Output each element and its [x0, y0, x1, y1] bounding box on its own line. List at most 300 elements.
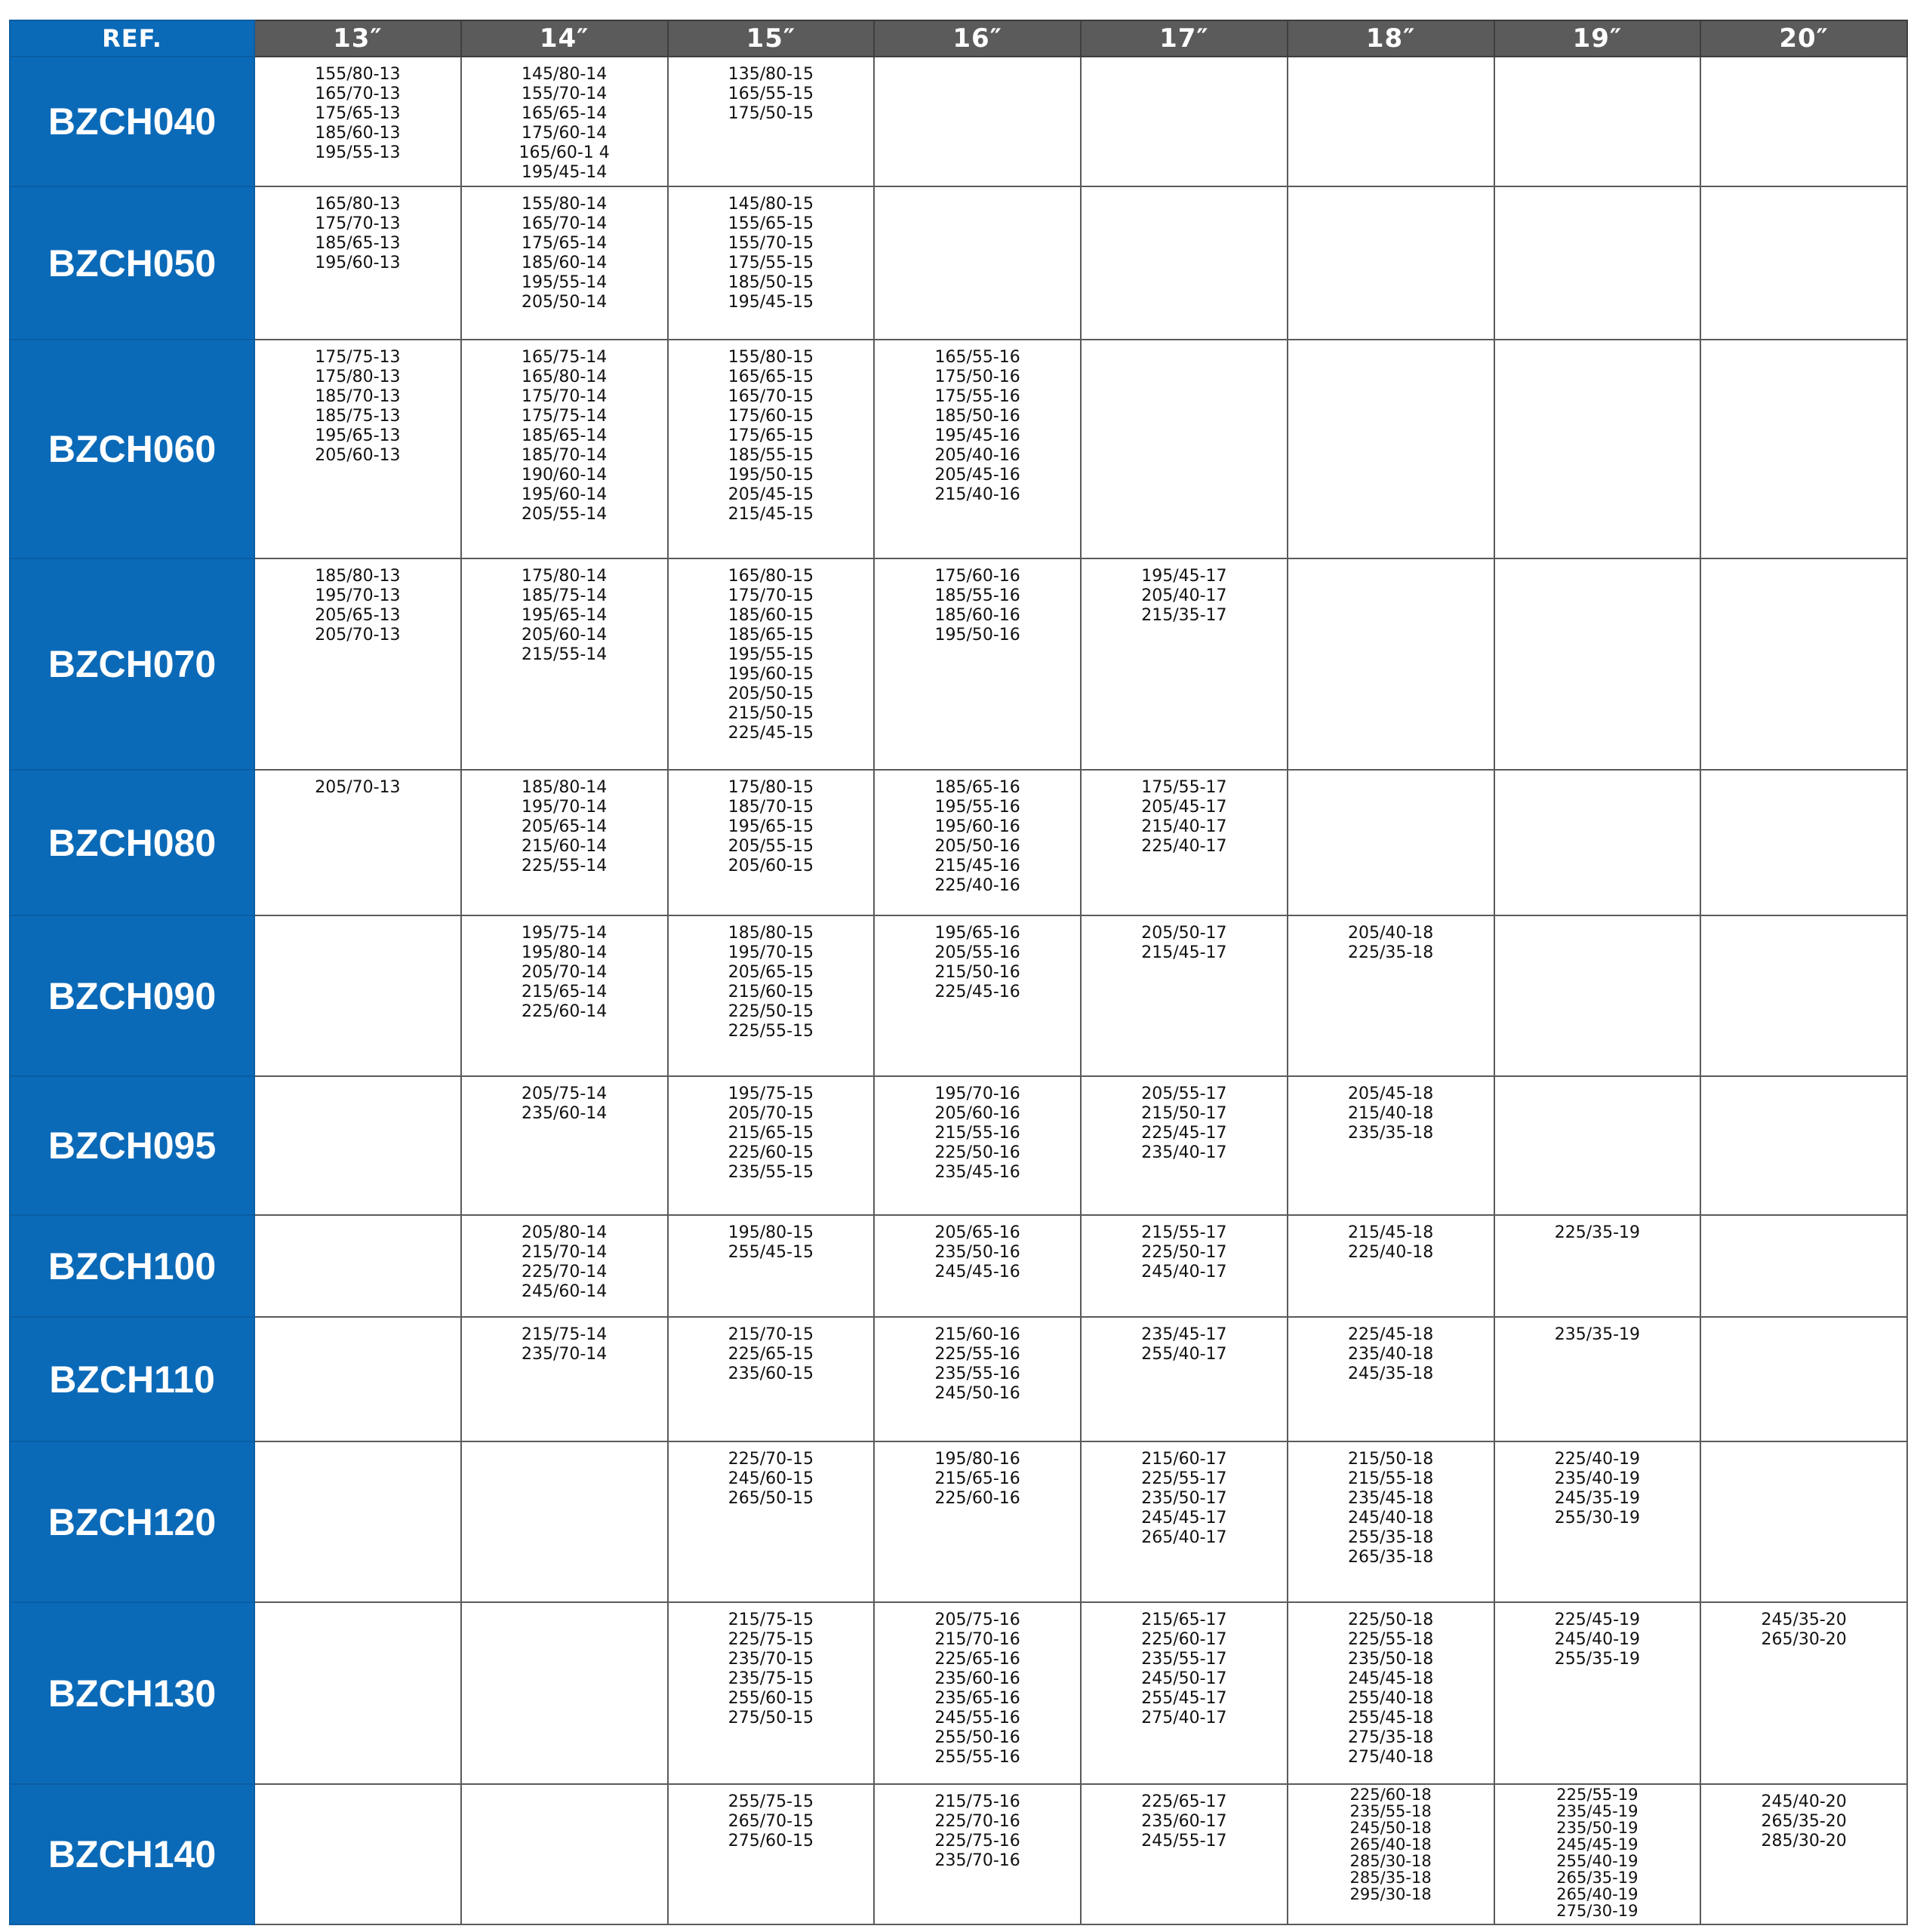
tire-size: 185/60-16: [934, 606, 1020, 625]
tire-size: 255/40-18: [1347, 1689, 1434, 1708]
size-cell: [254, 1784, 461, 1924]
tire-size: 235/60-17: [1141, 1812, 1227, 1831]
tire-size: 235/55-16: [934, 1364, 1020, 1383]
tire-size: 215/50-17: [1141, 1104, 1227, 1123]
tire-size-list: [1288, 1216, 1494, 1266]
size-cell: [668, 340, 875, 558]
tire-size: 235/70-14: [521, 1345, 608, 1364]
size-cell: [1081, 57, 1288, 186]
table-row: [10, 1441, 1907, 1602]
tire-size: 255/55-16: [934, 1748, 1020, 1767]
tire-size-list: [1495, 771, 1700, 781]
ref-code: BZCH140: [10, 1784, 254, 1924]
tire-size: 135/80-15: [728, 65, 814, 84]
tire-size: 195/45-14: [521, 163, 608, 182]
size-cell: [1494, 558, 1701, 770]
tire-size: 215/50-18: [1347, 1450, 1434, 1469]
tire-size: 205/80-14: [521, 1223, 608, 1242]
tire-size: 185/50-15: [728, 273, 814, 292]
size-cell: [1081, 558, 1288, 770]
tire-size: 195/65-16: [934, 924, 1020, 943]
tire-size: 215/75-16: [934, 1792, 1020, 1811]
tire-size: 195/45-15: [728, 293, 814, 312]
tire-size: 205/50-17: [1141, 924, 1227, 943]
tire-size: 185/70-15: [728, 798, 814, 817]
tire-size-list: [875, 1077, 1080, 1186]
size-cell: [1700, 915, 1907, 1076]
tire-size: 215/60-15: [728, 983, 814, 1001]
tire-size-list: [1495, 187, 1700, 198]
tire-size-list: [669, 1216, 874, 1266]
tire-size: 245/40-19: [1554, 1630, 1641, 1649]
ref-code: BZCH050: [10, 186, 254, 340]
tire-size-list: [669, 1442, 874, 1512]
tire-size: 225/60-15: [728, 1143, 814, 1162]
tire-size: 205/50-14: [521, 293, 608, 312]
tire-size: 235/55-18: [1349, 1802, 1432, 1820]
tire-size: 245/50-16: [934, 1384, 1020, 1403]
tire-size: 225/50-16: [934, 1143, 1020, 1162]
tire-size: 195/60-15: [728, 665, 814, 684]
tire-size: 265/40-19: [1556, 1885, 1639, 1903]
tire-size: 185/65-14: [521, 426, 608, 445]
tire-size: 205/65-16: [934, 1223, 1020, 1242]
tire-size-list: [1082, 57, 1287, 68]
tire-size: 175/70-14: [521, 387, 608, 406]
tire-size: 255/40-17: [1141, 1345, 1227, 1364]
ref-code: BZCH130: [10, 1602, 254, 1784]
tire-size: 255/45-15: [728, 1243, 814, 1262]
tire-size-list: [1701, 1318, 1906, 1328]
rim-size-header-18: 18″: [1288, 20, 1494, 57]
tire-size: 185/55-15: [728, 446, 814, 465]
tire-size: 185/65-13: [315, 234, 401, 253]
tire-size: 215/70-16: [934, 1630, 1020, 1649]
size-cell: [874, 915, 1081, 1076]
tire-size-list: [1495, 1603, 1700, 1672]
tire-size: 255/75-15: [728, 1792, 814, 1811]
size-cell: [254, 340, 461, 558]
tire-size: 215/35-17: [1141, 606, 1227, 625]
tire-size: 175/65-15: [728, 426, 814, 445]
tire-size: 235/45-17: [1141, 1325, 1227, 1344]
tire-size-list: [255, 916, 460, 927]
size-cell: [1081, 1076, 1288, 1215]
table-row: [10, 57, 1907, 186]
tire-size: 225/55-14: [521, 857, 608, 875]
ref-column-header: REF.: [10, 20, 254, 57]
tire-size-list: [875, 1603, 1080, 1770]
tire-size: 275/40-17: [1141, 1709, 1227, 1727]
tire-size: 165/55-15: [728, 85, 814, 103]
tire-size-list: [1082, 559, 1287, 629]
tire-size: 175/70-13: [315, 214, 401, 233]
size-cell: [1081, 1317, 1288, 1441]
size-cell: [461, 1441, 668, 1602]
tire-size: 195/55-16: [934, 798, 1020, 817]
size-cell: [461, 340, 668, 558]
tire-size: 215/75-15: [728, 1611, 814, 1629]
tire-size: 225/70-15: [728, 1450, 814, 1469]
rim-size-header-14: 14″: [461, 20, 668, 57]
tire-size: 225/55-18: [1347, 1630, 1434, 1649]
tire-size: 225/60-14: [521, 1002, 608, 1021]
tire-size: 155/80-13: [315, 65, 401, 84]
tire-size: 285/35-18: [1349, 1869, 1432, 1887]
tire-size-list: [1495, 559, 1700, 570]
tire-size: 235/35-19: [1554, 1325, 1641, 1344]
tire-size: 205/45-15: [728, 485, 814, 504]
size-cell: [461, 1784, 668, 1924]
tire-size-list: [1082, 771, 1287, 860]
tire-size: 205/40-18: [1347, 924, 1434, 943]
size-cell: [461, 1602, 668, 1784]
tire-size-list: [1288, 1442, 1494, 1571]
tire-size: 235/60-16: [934, 1669, 1020, 1688]
rim-size-header-20: 20″: [1700, 20, 1907, 57]
tire-size: 175/60-16: [934, 567, 1020, 586]
tire-size: 185/75-14: [521, 586, 608, 605]
tire-size: 245/60-14: [521, 1282, 608, 1301]
tire-size: 185/50-16: [934, 407, 1020, 426]
ref-code: BZCH080: [10, 770, 254, 915]
tire-size: 215/55-18: [1347, 1469, 1434, 1488]
tire-size: 235/50-18: [1347, 1650, 1434, 1669]
tire-size: 225/60-17: [1141, 1630, 1227, 1649]
tire-size: 215/75-14: [521, 1325, 608, 1344]
tire-size: 235/40-17: [1141, 1143, 1227, 1162]
tire-size-list: [1082, 916, 1287, 966]
ref-code: BZCH110: [10, 1317, 254, 1441]
size-cell: [874, 57, 1081, 186]
tire-size-list: [462, 771, 667, 879]
tire-size: 225/45-17: [1141, 1124, 1227, 1143]
tire-size: 265/40-18: [1349, 1835, 1432, 1854]
tire-size: 255/50-16: [934, 1728, 1020, 1747]
size-cell: [254, 915, 461, 1076]
tire-size: 215/50-16: [934, 963, 1020, 982]
tire-size-list: [1495, 1318, 1700, 1348]
tire-size: 225/50-18: [1347, 1611, 1434, 1629]
tire-size: 235/35-18: [1347, 1124, 1434, 1143]
tire-size: 215/45-18: [1347, 1223, 1434, 1242]
tire-size-list: [1082, 1216, 1287, 1285]
tire-size: 285/30-18: [1349, 1852, 1432, 1870]
tire-size: 195/70-16: [934, 1084, 1020, 1103]
tire-size: 255/35-19: [1554, 1650, 1641, 1669]
tire-size-list: [1495, 1216, 1700, 1246]
tire-size: 205/45-17: [1141, 798, 1227, 817]
tire-size: 235/70-16: [934, 1851, 1020, 1870]
size-cell: [461, 1076, 668, 1215]
tire-size: 255/35-18: [1347, 1528, 1434, 1547]
tire-size: 195/50-15: [728, 466, 814, 485]
tire-size: 295/30-18: [1349, 1885, 1432, 1903]
size-cell: [254, 1076, 461, 1215]
ref-code: BZCH095: [10, 1076, 254, 1215]
tire-size-list: [255, 1216, 460, 1226]
table-row: [10, 1076, 1907, 1215]
tire-size: 185/80-14: [521, 778, 608, 797]
tire-size: 205/60-14: [521, 626, 608, 645]
size-cell: [1081, 1441, 1288, 1602]
tire-size: 235/50-17: [1141, 1489, 1227, 1508]
tire-size-list: [1495, 916, 1700, 927]
size-cell: [1700, 186, 1907, 340]
tire-size-list: [669, 916, 874, 1044]
tire-size: 235/70-15: [728, 1650, 814, 1669]
tire-size-list: [1082, 1442, 1287, 1551]
tire-size: 165/65-15: [728, 368, 814, 386]
ref-code: BZCH040: [10, 57, 254, 186]
tire-size: 165/55-16: [934, 348, 1020, 367]
size-cell: [668, 1215, 875, 1317]
tire-size: 245/55-17: [1141, 1832, 1227, 1850]
tire-size: 205/75-14: [521, 1084, 608, 1103]
tire-size-list: [1288, 57, 1494, 68]
size-cell: [874, 558, 1081, 770]
size-cell: [668, 1602, 875, 1784]
tire-size: 245/35-20: [1761, 1611, 1847, 1629]
tire-size: 245/45-16: [934, 1263, 1020, 1281]
tire-size: 185/75-13: [315, 407, 401, 426]
tire-size-list: [669, 559, 874, 746]
tire-size: 225/70-16: [934, 1812, 1020, 1831]
tire-size: 195/65-13: [315, 426, 401, 445]
size-cell: [1288, 57, 1494, 186]
size-cell: [1288, 558, 1494, 770]
tire-size-list: [462, 916, 667, 1025]
size-cell: [461, 57, 668, 186]
tire-size: 225/40-17: [1141, 837, 1227, 856]
tire-size: 175/75-14: [521, 407, 608, 426]
tire-size: 225/70-14: [521, 1263, 608, 1281]
tire-size: 195/80-16: [934, 1450, 1020, 1469]
size-cell: [1081, 770, 1288, 915]
tire-size-list: [1288, 1077, 1494, 1146]
tire-size: 215/50-15: [728, 704, 814, 723]
size-cell: [1700, 1215, 1907, 1317]
size-cell: [1494, 1317, 1701, 1441]
rim-size-header-19: 19″: [1494, 20, 1701, 57]
tire-size-list: [1082, 340, 1287, 351]
tire-size: 205/65-15: [728, 963, 814, 982]
tire-size: 215/65-15: [728, 1124, 814, 1143]
tire-size: 235/45-18: [1347, 1489, 1434, 1508]
tire-size: 175/80-13: [315, 368, 401, 386]
size-cell: [1288, 1441, 1494, 1602]
size-cell: [874, 1602, 1081, 1784]
table-row: [10, 1317, 1907, 1441]
tire-size: 185/60-13: [315, 124, 401, 143]
tire-size-list: [1288, 559, 1494, 570]
tire-size: 185/60-14: [521, 254, 608, 272]
tire-size-list: [669, 1785, 874, 1854]
tire-size: 205/65-13: [315, 606, 401, 625]
tire-size: 155/80-15: [728, 348, 814, 367]
tire-size: 205/40-17: [1141, 586, 1227, 605]
tire-size: 245/35-18: [1347, 1364, 1434, 1383]
tire-size: 185/65-16: [934, 778, 1020, 797]
size-cell: [1494, 340, 1701, 558]
tire-size: 215/60-16: [934, 1325, 1020, 1344]
tire-size-list: [255, 559, 460, 648]
tire-size: 215/45-17: [1141, 943, 1227, 962]
tire-size-list: [1288, 340, 1494, 351]
size-cell: [874, 1076, 1081, 1215]
size-cell: [1081, 340, 1288, 558]
tire-size: 255/30-19: [1554, 1509, 1641, 1527]
tire-size: 165/80-13: [315, 195, 401, 214]
tire-size: 185/70-13: [315, 387, 401, 406]
ref-code: BZCH070: [10, 558, 254, 770]
tire-size: 165/65-14: [521, 104, 608, 123]
tire-size-list: [875, 57, 1080, 68]
tire-size: 195/70-15: [728, 943, 814, 962]
size-cell: [1081, 1602, 1288, 1784]
size-cell: [1081, 186, 1288, 340]
tire-size: 235/45-16: [934, 1163, 1020, 1182]
size-cell: [461, 1215, 668, 1317]
tire-size: 195/45-16: [934, 426, 1020, 445]
size-cell: [1700, 1076, 1907, 1215]
size-cell: [1494, 1076, 1701, 1215]
size-cell: [1700, 1441, 1907, 1602]
tire-size: 215/65-17: [1141, 1611, 1227, 1629]
tire-size-list: [669, 771, 874, 879]
tire-size: 215/60-14: [521, 837, 608, 856]
tire-size-list: [462, 57, 667, 186]
ref-code: BZCH060: [10, 340, 254, 558]
tire-size: 215/45-16: [934, 857, 1020, 875]
size-cell: [254, 186, 461, 340]
tire-size-list: [255, 1318, 460, 1328]
tire-size: 155/70-15: [728, 234, 814, 253]
tire-size: 205/60-15: [728, 857, 814, 875]
size-cell: [254, 770, 461, 915]
size-cell: [254, 558, 461, 770]
tire-size: 205/45-18: [1347, 1084, 1434, 1103]
tire-size-list: [1701, 1785, 1906, 1854]
table-row: [10, 1784, 1907, 1924]
size-cell: [254, 1215, 461, 1317]
tire-size: 175/60-15: [728, 407, 814, 426]
size-cell: [1494, 1441, 1701, 1602]
table-row: [10, 770, 1907, 915]
tire-size-list: [875, 1442, 1080, 1512]
tire-size: 235/55-15: [728, 1163, 814, 1182]
tire-size-list: [669, 340, 874, 528]
tire-size-list: [1495, 340, 1700, 351]
tire-size-list: [462, 1216, 667, 1305]
tire-size-list: [255, 1785, 460, 1795]
tire-size: 195/55-13: [315, 143, 401, 162]
tire-size: 235/60-14: [521, 1104, 608, 1123]
tire-size: 235/40-19: [1554, 1469, 1641, 1488]
size-cell: [668, 186, 875, 340]
size-cell: [461, 1317, 668, 1441]
tire-size: 175/65-14: [521, 234, 608, 253]
tire-size: 165/80-14: [521, 368, 608, 386]
tire-size: 285/30-20: [1761, 1832, 1847, 1850]
tire-size: 195/65-15: [728, 817, 814, 836]
size-cell: [1494, 186, 1701, 340]
tire-size: 265/50-15: [728, 1489, 814, 1508]
tire-size-list: [1701, 1216, 1906, 1226]
size-cell: [461, 915, 668, 1076]
tire-size: 275/40-18: [1347, 1748, 1434, 1767]
tire-size-chart: [9, 20, 1908, 1925]
tire-size: 215/40-18: [1347, 1104, 1434, 1123]
tire-size-list: [669, 57, 874, 127]
tire-size: 205/75-16: [934, 1611, 1020, 1629]
tire-size-list: [462, 1077, 667, 1127]
tire-size: 175/50-16: [934, 368, 1020, 386]
table-body: [10, 57, 1907, 1924]
size-cell: [874, 1784, 1081, 1924]
tire-size-list: [875, 340, 1080, 508]
tire-size: 255/60-15: [728, 1689, 814, 1708]
tire-size: 195/55-15: [728, 645, 814, 664]
size-cell: [1494, 1215, 1701, 1317]
tire-size: 215/55-17: [1141, 1223, 1227, 1242]
tire-size: 245/40-17: [1141, 1263, 1227, 1281]
table-row: [10, 1215, 1907, 1317]
tire-size: 265/35-19: [1556, 1869, 1639, 1887]
tire-size: 215/65-16: [934, 1469, 1020, 1488]
tire-size: 195/70-13: [315, 586, 401, 605]
size-cell: [668, 1317, 875, 1441]
size-cell: [1700, 340, 1907, 558]
tire-size: 275/50-15: [728, 1709, 814, 1727]
tire-size-list: [875, 1785, 1080, 1874]
tire-size: 275/60-15: [728, 1832, 814, 1850]
tire-size: 165/70-15: [728, 387, 814, 406]
size-cell: [1494, 915, 1701, 1076]
tire-size: 255/45-18: [1347, 1709, 1434, 1727]
tire-size: 205/45-16: [934, 466, 1020, 485]
size-cell: [1288, 1076, 1494, 1215]
size-cell: [874, 1215, 1081, 1317]
tire-size: 225/40-16: [934, 876, 1020, 895]
tire-size: 265/35-18: [1347, 1548, 1434, 1567]
tire-size: 195/75-15: [728, 1084, 814, 1103]
tire-size: 265/40-17: [1141, 1528, 1227, 1547]
tire-size: 165/60-1 4: [518, 143, 610, 162]
tire-size: 245/50-18: [1349, 1819, 1432, 1837]
tire-size-list: [875, 916, 1080, 1005]
tire-size: 235/50-19: [1556, 1819, 1639, 1837]
tire-size-list: [255, 187, 460, 276]
tire-size: 225/55-16: [934, 1345, 1020, 1364]
tire-size: 175/80-14: [521, 567, 608, 586]
size-cell: [1700, 1784, 1907, 1924]
rim-size-header-16: 16″: [874, 20, 1081, 57]
size-cell: [1288, 1215, 1494, 1317]
tire-size: 185/70-14: [521, 446, 608, 465]
tire-size: 215/55-16: [934, 1124, 1020, 1143]
tire-size: 235/60-15: [728, 1364, 814, 1383]
tire-size-list: [1495, 1442, 1700, 1531]
tire-size: 205/55-17: [1141, 1084, 1227, 1103]
tire-size-list: [669, 1603, 874, 1731]
tire-size: 225/50-15: [728, 1002, 814, 1021]
tire-size: 205/70-13: [315, 778, 401, 797]
tire-size: 175/50-15: [728, 104, 814, 123]
header-row: [10, 20, 1907, 57]
tire-size-list: [875, 1216, 1080, 1285]
tire-size-list: [1288, 1785, 1494, 1903]
